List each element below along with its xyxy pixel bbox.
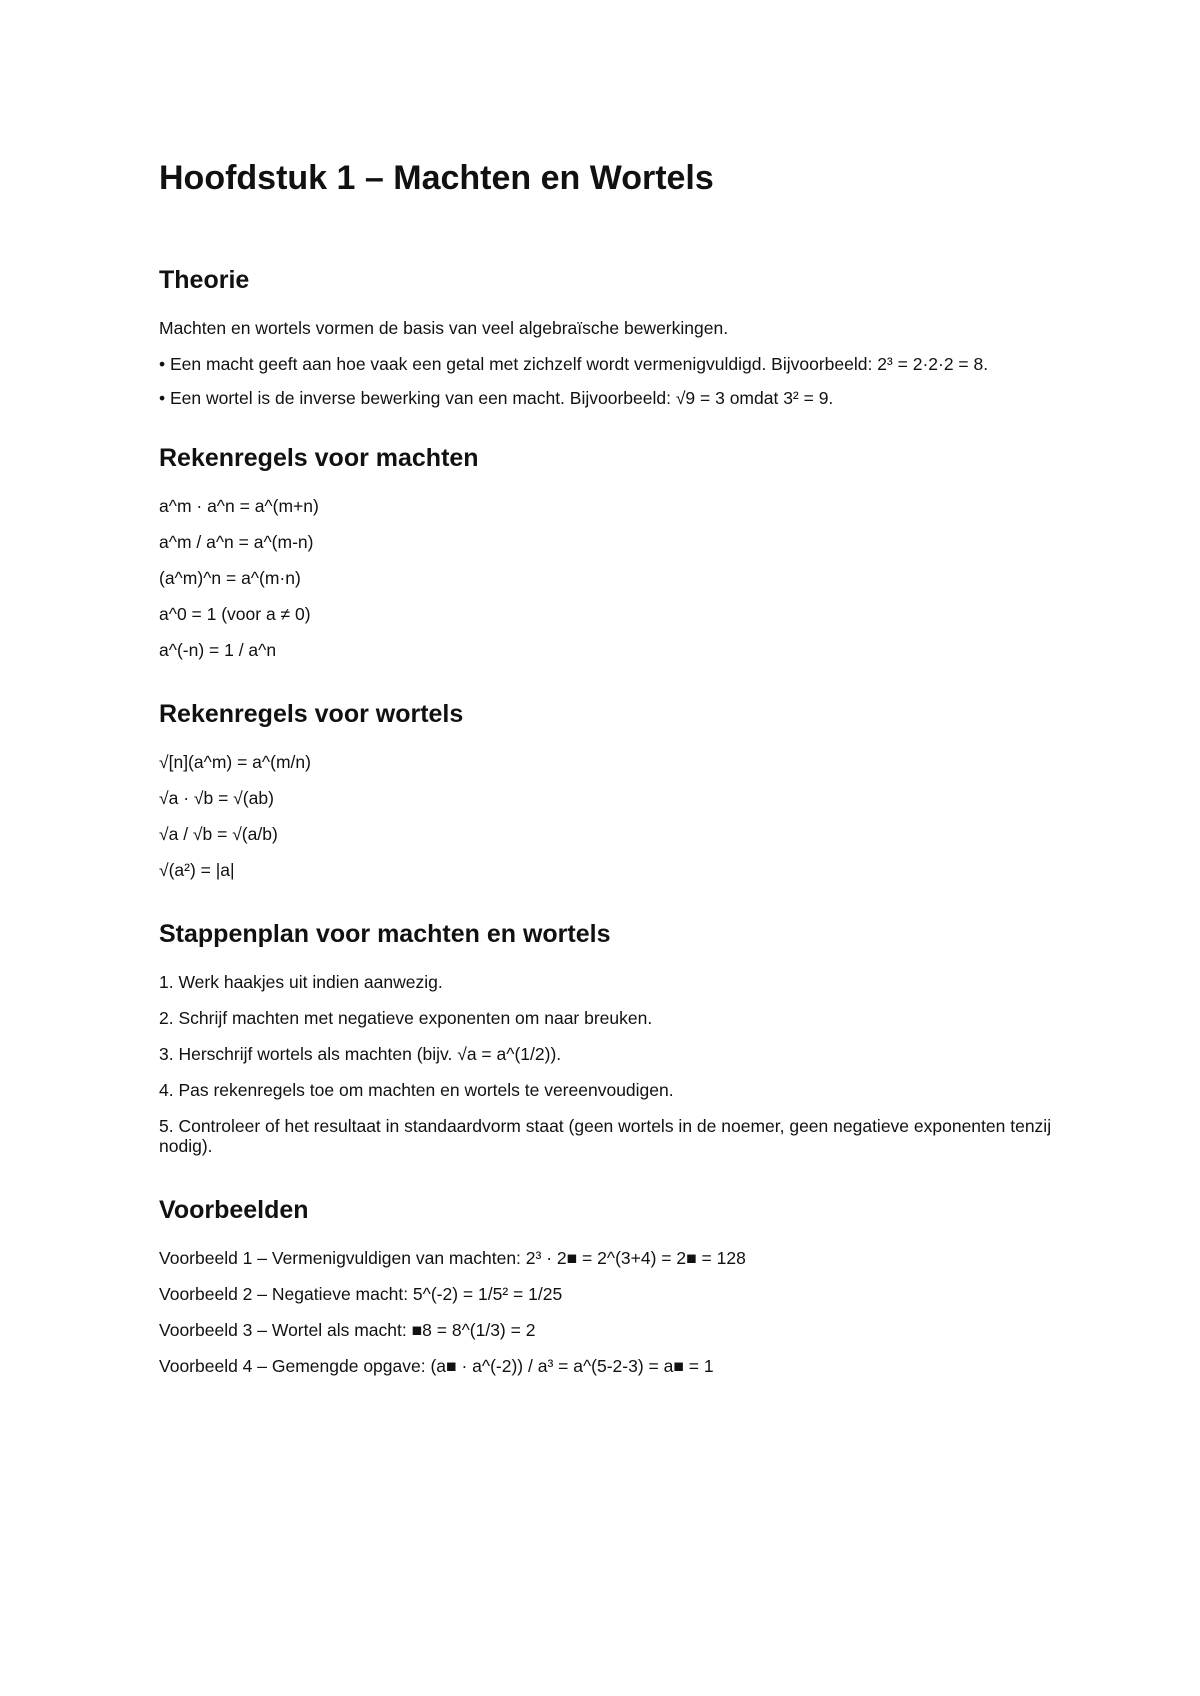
rule-line: √(a²) = |a| — [159, 860, 235, 880]
step-line: 4. Pas rekenregels toe om machten en wortels te vereenvoudigen. — [159, 1080, 674, 1100]
example-line: Voorbeeld 3 – Wortel als macht: ■8 = 8^(1/3) = 2 — [159, 1320, 536, 1340]
step-line: 5. Controleer of het resultaat in standaardvorm staat (geen wortels in de noemer, geen negatieve exponenten tenzij nodig). — [159, 1116, 1052, 1156]
theorie-bullet: • Een macht geeft aan hoe vaak een getal met zichzelf wordt vermenigvuldigd. Bijvoorbeeld: 2³ = 2·2·2 = 8. — [159, 354, 989, 374]
rule-line: a^(-n) = 1 / a^n — [159, 640, 277, 660]
rule-line: √a / √b = √(a/b) — [159, 824, 278, 844]
step-line: 2. Schrijf machten met negatieve exponenten om naar breuken. — [159, 1008, 653, 1028]
step-line: 1. Werk haakjes uit indien aanwezig. — [159, 972, 443, 992]
example-line: Voorbeeld 4 – Gemengde opgave: (a■ · a^(-2)) / a³ = a^(5-2-3) = a■ = 1 — [159, 1356, 714, 1376]
heading-theorie: Theorie — [159, 266, 250, 294]
rule-line: a^m / a^n = a^(m-n) — [159, 532, 314, 552]
section-voorbeelden — [159, 1194, 1080, 1376]
section-theorie — [159, 264, 1080, 408]
example-line: Voorbeeld 2 – Negatieve macht: 5^(-2) = 1/5² = 1/25 — [159, 1284, 563, 1304]
section-rekenregels-wortels — [159, 698, 1080, 880]
step-line: 3. Herschrijf wortels als machten (bijv. √a = a^(1/2)). — [159, 1044, 562, 1064]
heading-stappenplan: Stappenplan voor machten en wortels — [159, 920, 611, 948]
rule-line: a^m · a^n = a^(m+n) — [159, 496, 319, 516]
theorie-bullet: • Een wortel is de inverse bewerking van een macht. Bijvoorbeeld: √9 = 3 omdat 3² = 9. — [159, 388, 834, 408]
theorie-intro: Machten en wortels vormen de basis van veel algebraïsche bewerkingen. — [159, 318, 729, 338]
heading-rekenregels-machten: Rekenregels voor machten — [159, 444, 479, 472]
example-line: Voorbeeld 1 – Vermenigvuldigen van machten: 2³ · 2■ = 2^(3+4) = 2■ = 128 — [159, 1248, 746, 1268]
page-title: Hoofdstuk 1 – Machten en Wortels — [159, 159, 714, 197]
heading-voorbeelden: Voorbeelden — [159, 1196, 309, 1224]
rule-line: √a · √b = √(ab) — [159, 788, 274, 808]
rule-line: a^0 = 1 (voor a ≠ 0) — [159, 604, 311, 624]
heading-rekenregels-wortels: Rekenregels voor wortels — [159, 700, 464, 728]
rule-line: (a^m)^n = a^(m·n) — [159, 568, 301, 588]
rule-line: √[n](a^m) = a^(m/n) — [159, 752, 311, 772]
section-stappenplan — [159, 918, 1080, 1156]
section-rekenregels-machten — [159, 442, 1080, 660]
